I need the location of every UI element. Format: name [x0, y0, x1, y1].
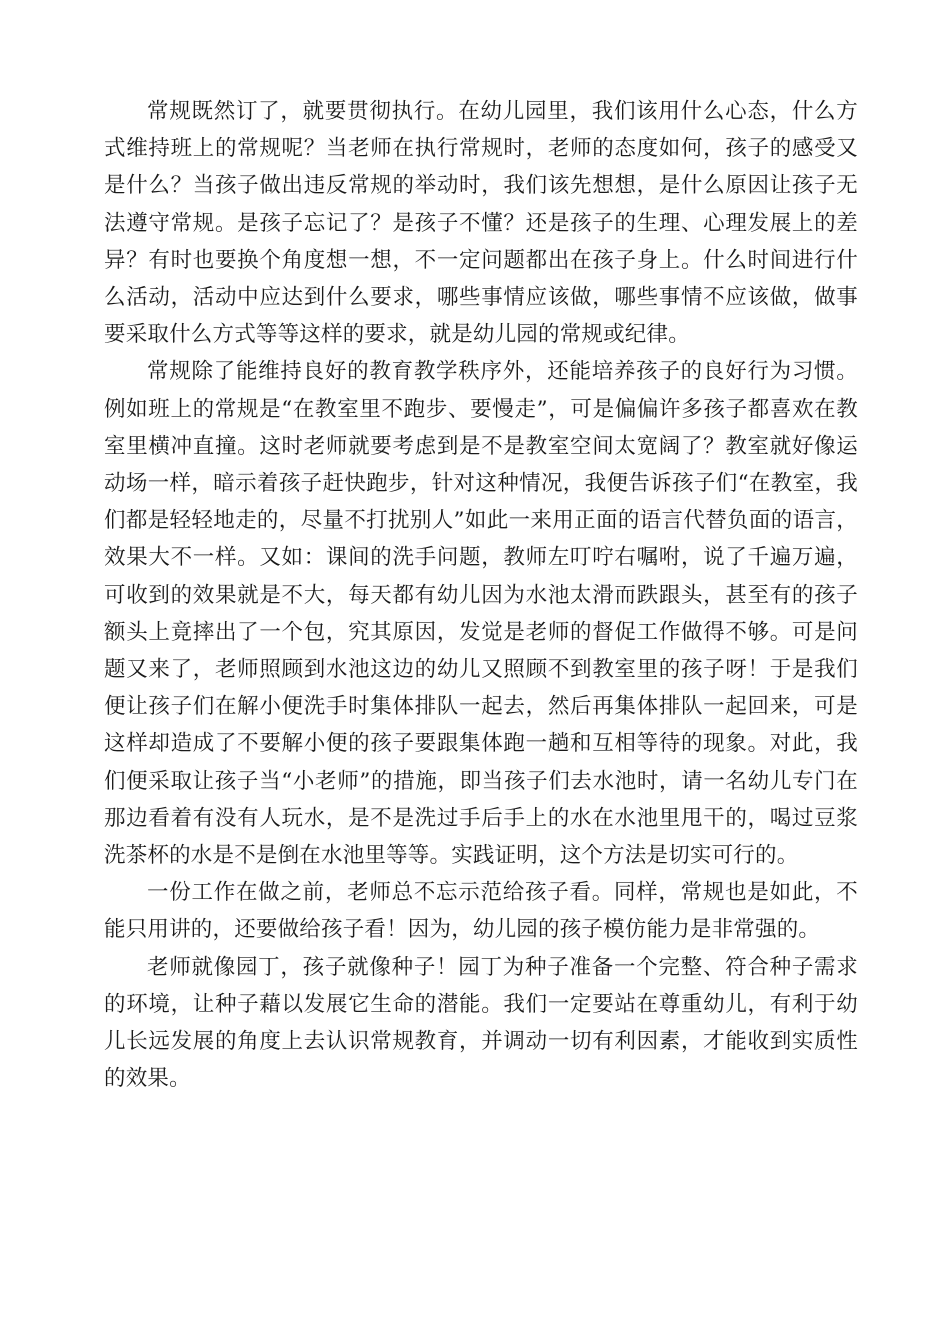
paragraph-1: 常规既然订了，就要贯彻执行。在幼儿园里，我们该用什么心态，什么方式维持班上的常规呢？当老师在执行常规时，老师的态度如何，孩子的感受又是什么？当孩子做出违反常规的举动时，我们该先想想，是什么原因让孩子无法遵守常规。是孩子忘记了？是孩子不懂？还是孩子的生理、心理发展上的差异？有时也要换个角度想一想，不一定问题都出在孩子身上。什么时间进行什么活动，活动中应达到什么要求，哪些事情应该做，哪些事情不应该做，做事要采取什么方式等等这样的要求，就是幼儿园的常规或纪律。	[104, 99, 858, 348]
paragraph-4: 老师就像园丁，孩子就像种子！园丁为种子准备一个完整、符合种子需求的环境，让种子藉以发展它生命的潜能。我们一定要站在尊重幼儿，有利于幼儿长远发展的角度上去认识常规教育，并调动一切有利因素，才能收到实质性的效果。	[104, 954, 858, 1092]
paragraph-3: 一份工作在做之前，老师总不忘示范给孩子看。同样，常规也是如此，不能只用讲的，还要做给孩子看！因为，幼儿园的孩子模仿能力是非常强的。	[104, 880, 858, 943]
paragraph-2: 常规除了能维持良好的教育教学秩序外，还能培养孩子的良好行为习惯。例如班上的常规是“在教室里不跑步、要慢走”，可是偏偏许多孩子都喜欢在教室里横冲直撞。这时老师就要考虑到是不是教室空间太宽阔了？教室就好像运动场一样，暗示着孩子赶快跑步，针对这种情况，我便告诉孩子们“在教室，我们都是轻轻地走的，尽量不打扰别人”如此一来用正面的语言代替负面的语言，效果大不一样。又如：课间的洗手问题，教师左叮咛右嘱咐，说了千遍万遍，可收到的效果就是不大，每天都有幼儿因为水池太滑而跌跟头，甚至有的孩子额头上竟摔出了一个包，究其原因，发觉是老师的督促工作做得不够。可是问题又来了，老师照顾到水池这边的幼儿又照顾不到教室里的孩子呀！于是我们便让孩子们在解小便洗手时集体排队一起去，然后再集体排队一起回来，可是这样却造成了不要解小便的孩子要跟集体跑一趟和互相等待的现象。对此，我们便采取让孩子当“小老师”的措施，即当孩子们去水池时，请一名幼儿专门在那边看着有没有人玩水，是不是洗过手后手上的水在水池里甩干的，喝过豆浆洗茶杯的水是不是倒在水池里等等。实践证明，这个方法是切实可行的。	[104, 359, 858, 869]
document-body	[104, 93, 858, 1097]
